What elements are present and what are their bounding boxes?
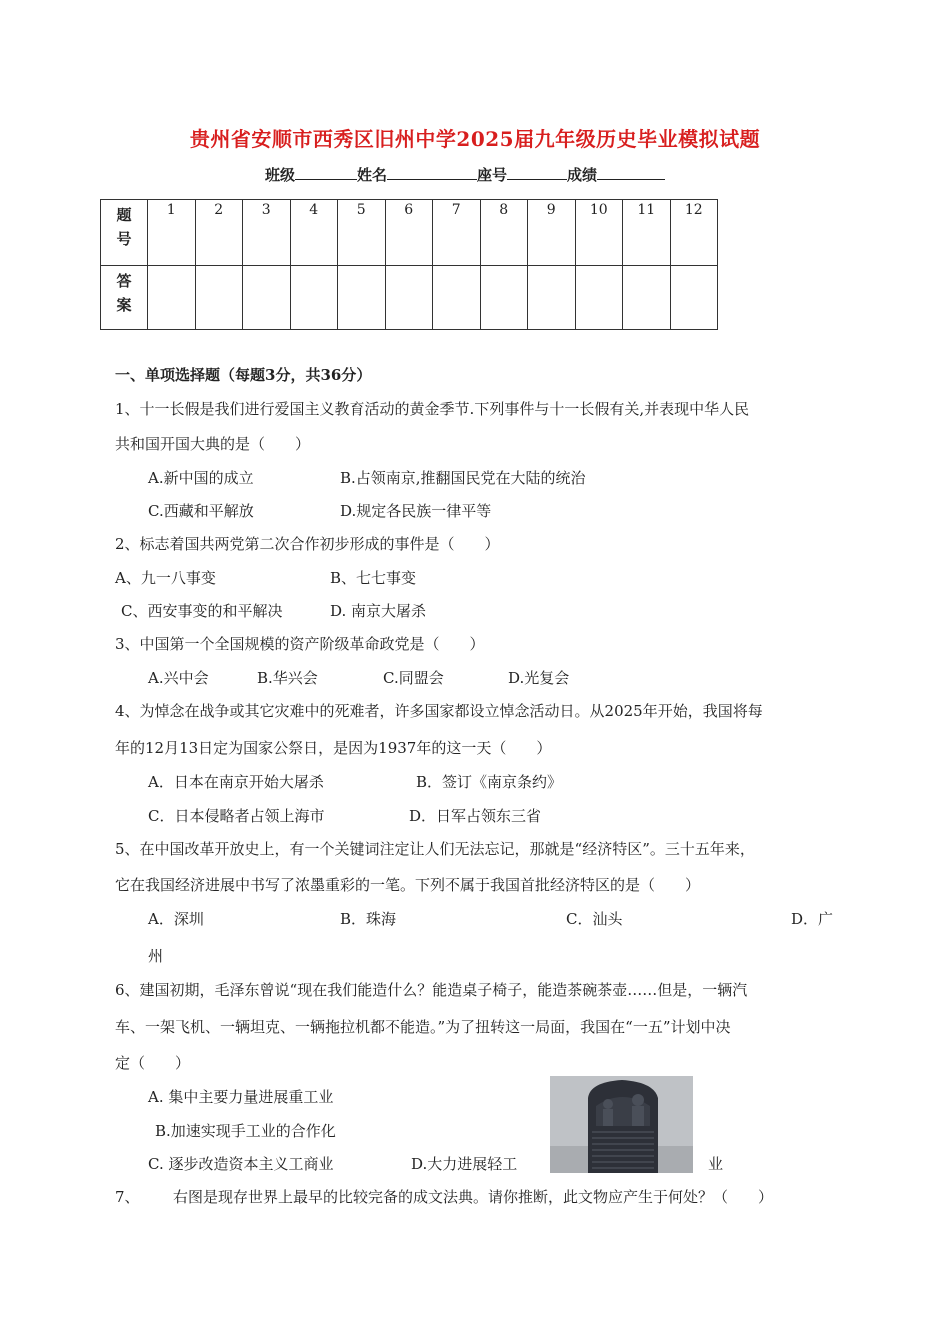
q3-stem: 3、中国第一个全国规模的资产阶级革命政党是（ ） xyxy=(115,635,485,653)
answer-cell[interactable] xyxy=(243,266,291,330)
q2-option-b: B、七七事变 xyxy=(330,569,417,587)
q6-option-d: D.大力进展轻工 xyxy=(411,1155,518,1173)
q1-option-a: A.新中国的成立 xyxy=(148,469,254,487)
q4-option-a: A．日本在南京开始大屠杀 xyxy=(148,773,324,791)
question-number-cell: 6 xyxy=(385,200,433,266)
question-number-cell: 8 xyxy=(480,200,528,266)
q4-stem-line1: 4、为悼念在战争或其它灾难中的死难者，许多国家都设立悼念活动日。从2025年开始，我国将每 xyxy=(115,702,763,720)
answer-cell[interactable] xyxy=(290,266,338,330)
question-number-cell: 9 xyxy=(528,200,576,266)
q3-option-a: A.兴中会 xyxy=(148,669,209,687)
question-number-cell: 7 xyxy=(433,200,481,266)
q6-stem-line1: 6、建国初期，毛泽东曾说“现在我们能造什么？能造桌子椅子，能造茶碗茶壶……但是，一辆汽 xyxy=(115,981,748,999)
q2-option-c: C、西安事变的和平解决 xyxy=(121,602,283,620)
question-number-cell: 11 xyxy=(623,200,671,266)
q1-option-c: C.西藏和平解放 xyxy=(148,502,254,520)
q5-option-c: C．汕头 xyxy=(566,910,623,928)
section-heading: 一、单项选择题（每题3分，共36分） xyxy=(115,366,372,384)
q5-stem-line2: 它在我国经济进展中书写了浓墨重彩的一笔。下列不属于我国首批经济特区的是（ ） xyxy=(115,876,701,894)
q4-option-b: B．签订《南京条约》 xyxy=(416,773,563,791)
seat-blank xyxy=(507,165,567,180)
answer-cell[interactable] xyxy=(195,266,243,330)
question-number-cell: 2 xyxy=(195,200,243,266)
page-title: 贵州省安顺市西秀区旧州中学2025届九年级历史毕业模拟试题 xyxy=(189,127,761,151)
score-blank xyxy=(597,165,665,180)
score-label: 成绩 xyxy=(567,166,598,184)
q5-option-b: B．珠海 xyxy=(340,910,397,928)
q6-option-b: B.加速实现手工业的合作化 xyxy=(155,1122,336,1140)
answer-cell[interactable] xyxy=(433,266,481,330)
q2-option-d: D. 南京大屠杀 xyxy=(330,602,427,620)
class-blank xyxy=(295,165,357,180)
q1-stem-line2: 共和国开国大典的是（ ） xyxy=(115,435,311,453)
q6-option-a: A. 集中主要力量进展重工业 xyxy=(148,1088,334,1106)
q7-number: 7、 xyxy=(115,1188,140,1206)
answer-table-answer-row xyxy=(101,266,718,330)
q3-option-b: B.华兴会 xyxy=(257,669,318,687)
hammurabi-stele-image xyxy=(550,1076,693,1173)
student-info-line xyxy=(265,164,665,185)
q5-option-d: D．广 xyxy=(791,910,834,928)
answer-cell[interactable] xyxy=(148,266,196,330)
q4-stem-line2: 年的12月13日定为国家公祭日，是因为1937年的这一天（ ） xyxy=(115,739,552,757)
q2-option-a: A、九一八事变 xyxy=(115,569,216,587)
answer-header-cell: 答 案 xyxy=(101,266,148,330)
seat-label: 座号 xyxy=(477,166,508,184)
q1-option-d: D.规定各民族一律平等 xyxy=(340,502,492,520)
q6-option-c: C. 逐步改造资本主义工商业 xyxy=(148,1155,334,1173)
question-number-cell: 1 xyxy=(148,200,196,266)
q3-option-d: D.光复会 xyxy=(508,669,570,687)
answer-cell[interactable] xyxy=(338,266,386,330)
q6-option-d-cont: 业 xyxy=(708,1155,724,1173)
class-label: 班级 xyxy=(265,166,296,184)
answer-cell[interactable] xyxy=(385,266,433,330)
q7-stem: 右图是现存世界上最早的比较完备的成文法典。请你推断，此文物应产生于何处？（ ） xyxy=(173,1188,774,1206)
q2-stem: 2、标志着国共两党第二次合作初步形成的事件是（ ） xyxy=(115,535,500,553)
q6-stem-line2: 车、一架飞机、一辆坦克、一辆拖拉机都不能造。”为了扭转这一局面，我国在“一五”计划中决 xyxy=(115,1018,731,1036)
q1-stem-line1: 1、十一长假是我们进行爱国主义教育活动的黄金季节.下列事件与十一长假有关,并表现中华人民 xyxy=(115,400,750,418)
question-number-cell: 5 xyxy=(338,200,386,266)
number-header-cell: 题 号 xyxy=(101,200,148,266)
question-number-cell: 12 xyxy=(670,200,718,266)
q5-stem-line1: 5、在中国改革开放史上，有一个关键词注定让人们无法忘记，那就是“经济特区”。三十五年来， xyxy=(115,840,755,858)
question-number-cell: 10 xyxy=(575,200,623,266)
name-label: 姓名 xyxy=(357,166,388,184)
q6-stem-line3: 定（ ） xyxy=(115,1054,191,1072)
name-blank xyxy=(387,165,477,180)
answer-cell[interactable] xyxy=(528,266,576,330)
answer-table xyxy=(100,199,718,330)
question-number-cell: 3 xyxy=(243,200,291,266)
q4-option-c: C．日本侵略者占领上海市 xyxy=(148,807,325,825)
answer-table-number-row xyxy=(101,200,718,266)
q1-option-b: B.占领南京,推翻国民党在大陆的统治 xyxy=(340,469,586,487)
answer-cell[interactable] xyxy=(480,266,528,330)
question-number-cell: 4 xyxy=(290,200,338,266)
q3-option-c: C.同盟会 xyxy=(383,669,444,687)
q5-option-a: A．深圳 xyxy=(148,910,204,928)
answer-cell[interactable] xyxy=(623,266,671,330)
q4-option-d: D．日军占领东三省 xyxy=(409,807,542,825)
answer-cell[interactable] xyxy=(670,266,718,330)
q5-option-d-cont: 州 xyxy=(148,947,164,965)
answer-cell[interactable] xyxy=(575,266,623,330)
